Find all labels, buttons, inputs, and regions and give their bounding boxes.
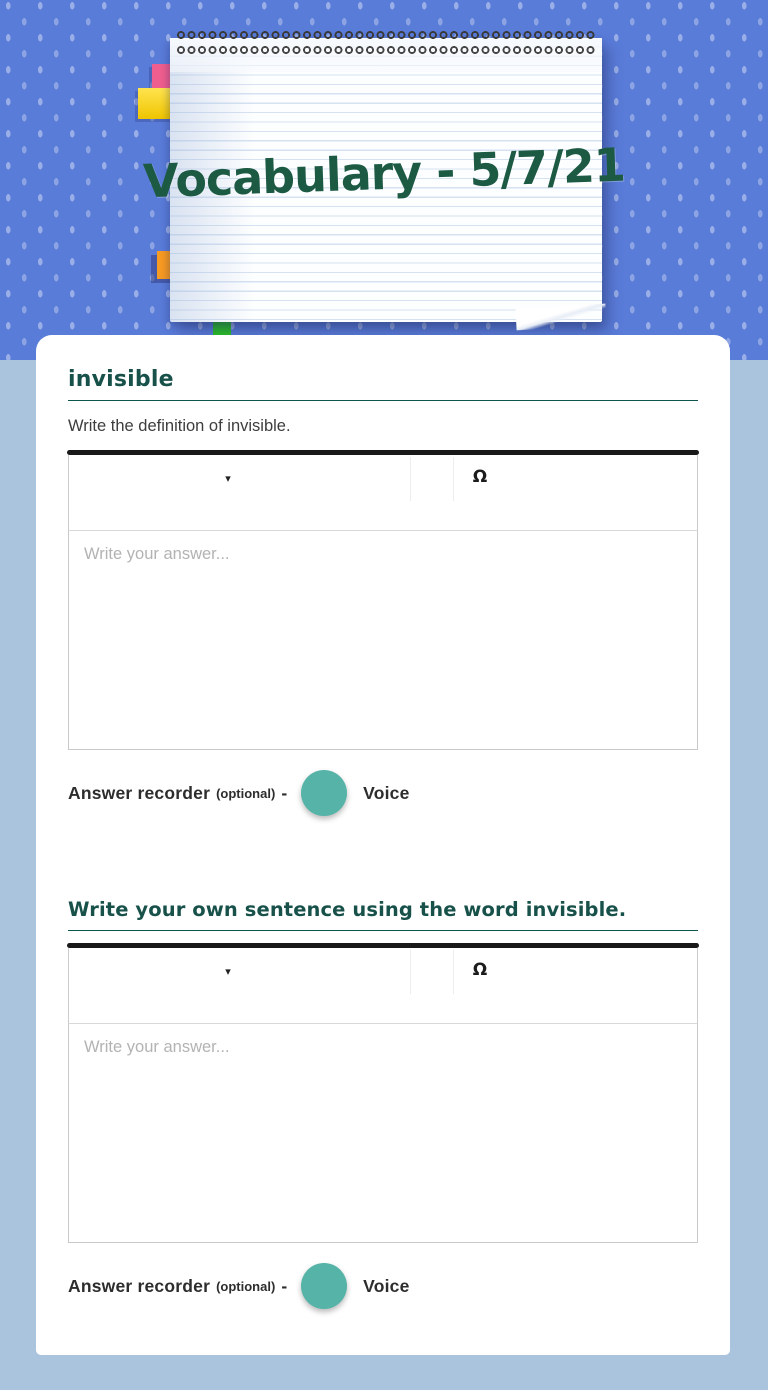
sentence-task-heading: Write your own sentence using the word invisible. (68, 898, 627, 921)
editor-top-border (67, 943, 699, 948)
answer-textarea[interactable] (68, 1023, 698, 1243)
heading-underline (68, 930, 698, 931)
answer-textarea[interactable] (68, 530, 698, 750)
recorder-optional-label: (optional) (216, 785, 276, 801)
recorder-optional-label: (optional) (216, 1278, 276, 1294)
recorder-label: Answer recorder (68, 782, 211, 803)
section-definition (68, 367, 698, 816)
rich-text-editor (68, 943, 698, 1243)
toolbar-divider (453, 950, 454, 994)
worksheet-title: Vocabulary - 5/7/21 (142, 137, 626, 209)
answer-recorder-row (68, 1263, 698, 1309)
worksheet-card (36, 335, 730, 1355)
section-sentence (68, 898, 698, 1309)
recorder-separator: - (281, 782, 288, 803)
chevron-down-icon: ▾ (225, 965, 231, 978)
special-character-button[interactable]: Ω (465, 954, 495, 986)
toolbar-divider (453, 457, 454, 501)
chevron-down-icon: ▾ (225, 472, 231, 485)
voice-record-button[interactable] (301, 770, 347, 816)
editor-top-border (67, 450, 699, 455)
rich-text-editor (68, 450, 698, 750)
answer-recorder-row (68, 770, 698, 816)
editor-toolbar (68, 948, 698, 1023)
toolbar-divider (410, 457, 411, 501)
question-prompt: Write the definition of invisible. (68, 417, 291, 435)
editor-toolbar (68, 455, 698, 530)
header-banner (0, 0, 768, 360)
voice-label: Voice (363, 1275, 410, 1296)
heading-underline (68, 400, 698, 401)
spiral-binding-icon (176, 26, 596, 59)
voice-label: Voice (363, 782, 410, 803)
format-dropdown[interactable] (209, 956, 247, 986)
vocab-word-heading: invisible (68, 367, 174, 392)
special-character-button[interactable]: Ω (465, 461, 495, 493)
toolbar-divider (410, 950, 411, 994)
recorder-separator: - (281, 1275, 288, 1296)
format-dropdown[interactable] (209, 463, 247, 493)
recorder-label: Answer recorder (68, 1275, 211, 1296)
voice-record-button[interactable] (301, 1263, 347, 1309)
